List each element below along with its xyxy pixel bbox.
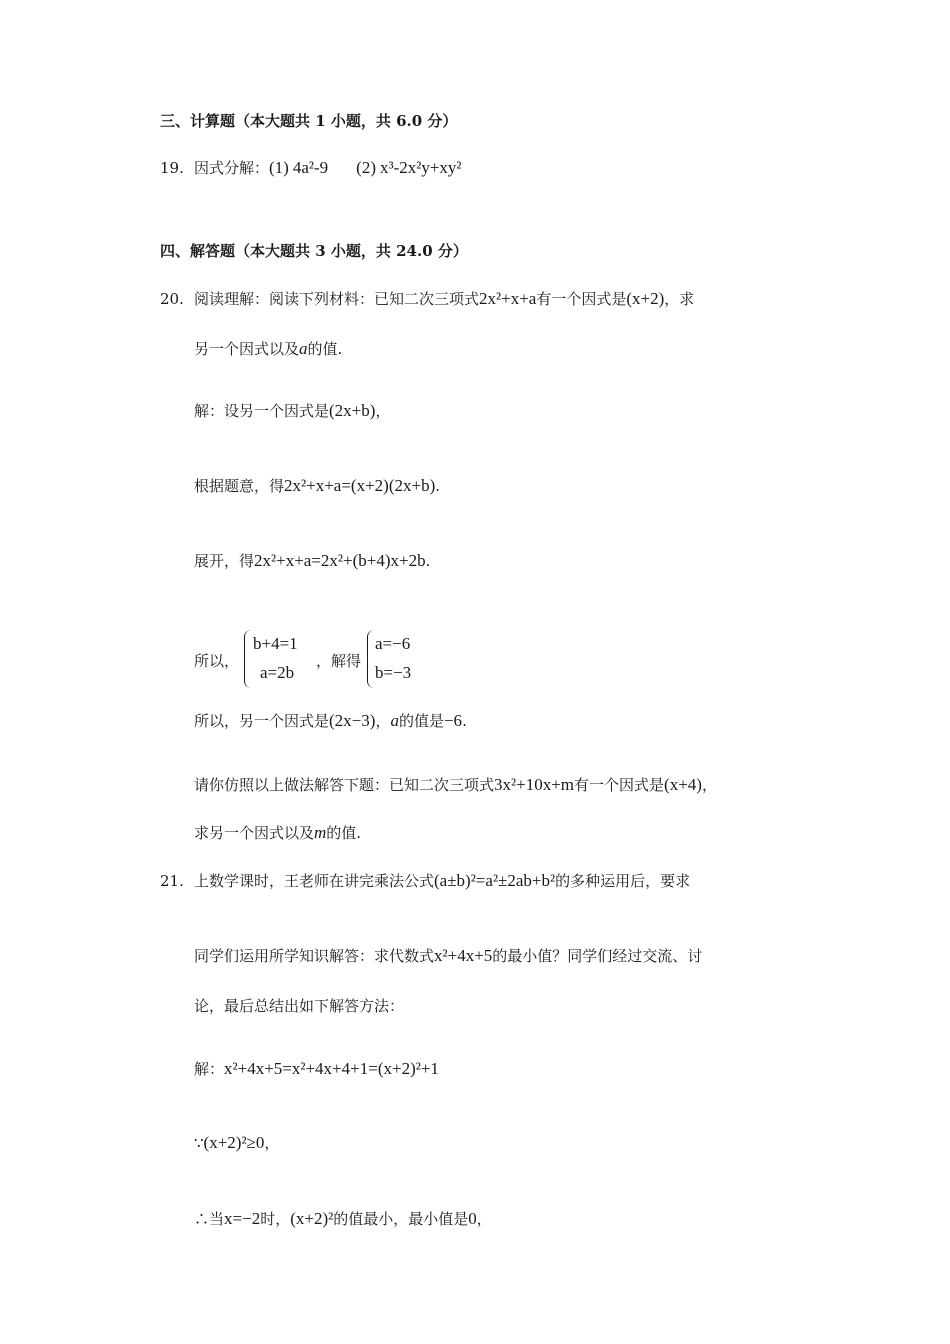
q20-step1-equation: 2x²+x+a=(x+2)(2x+b) — [284, 476, 436, 495]
q20-step1-suffix: . — [435, 477, 441, 495]
q21-sol-text: 解： — [194, 1060, 225, 1078]
q21-intro-line2 — [194, 945, 702, 966]
question-number: 21. — [160, 872, 184, 890]
q20-step-2 — [194, 550, 430, 571]
therefore-icon: ∴ — [194, 1210, 210, 1228]
q20-task-suffix: ， — [701, 776, 717, 794]
q20-task-mid: 有一个因式是 — [574, 776, 665, 794]
q20-conc-factor: (2x−3) — [329, 711, 376, 730]
q20-conc-var: a — [390, 711, 399, 730]
q20-step2-text: 展开，得 — [194, 552, 255, 570]
q20-line2-suffix: 的值. — [307, 340, 343, 358]
q21-line2-suffix: 的最小值？同学们经过交流、讨 — [492, 947, 703, 965]
left-brace-icon — [367, 630, 374, 688]
q21-intro-suffix: 的多种运用后，要求 — [555, 872, 691, 890]
q21-because-expression: (x+2)²≥0 — [203, 1133, 265, 1152]
q21-therefore-text3: 的值最小，最小值是 — [333, 1210, 469, 1228]
q20-task-line2 — [194, 822, 361, 843]
q19-part1-label: (1) — [269, 158, 289, 177]
q21-therefore-line — [194, 1208, 492, 1229]
q20-task-polynomial: 3x²+10x+m — [494, 775, 575, 794]
q21-intro-line1 — [160, 870, 690, 891]
q20-conclusion — [194, 710, 467, 731]
q20-intro-mid: 有一个因式是 — [536, 290, 627, 308]
q19-prompt: 因式分解： — [194, 159, 270, 177]
q20-task-var-m: m — [314, 823, 327, 842]
q21-therefore-suffix: ， — [476, 1210, 492, 1228]
q20-intro-line1 — [160, 288, 694, 309]
q20-task2-suffix: 的值. — [326, 824, 362, 842]
q20-line2-text: 另一个因式以及 — [194, 340, 300, 358]
q21-solution — [194, 1058, 439, 1079]
q20-system1-row1: b+4=1 — [253, 634, 298, 653]
q20-intro-line2 — [194, 338, 342, 359]
q20-system-prefix: 所以， — [194, 652, 240, 670]
left-brace-icon — [244, 630, 251, 688]
q20-conc-suffix: . — [462, 712, 467, 730]
q20-sol-text: 解：设另一个因式是 — [194, 402, 330, 420]
q20-conc-comma: ， — [375, 712, 391, 730]
question-number: 19. — [160, 159, 184, 177]
q20-sol-suffix: ， — [375, 402, 391, 420]
q20-task-factor: (x+4) — [664, 775, 702, 794]
q20-polynomial: 2x²+x+a — [479, 289, 537, 308]
q20-intro-suffix: ，求 — [664, 290, 695, 308]
q20-system2-row2: b=−3 — [375, 663, 412, 682]
q21-sol-equation: x²+4x+5=x²+4x+4+1=(x+2)²+1 — [224, 1059, 439, 1078]
q20-var-a: a — [299, 339, 308, 358]
q20-task-line1 — [194, 774, 717, 795]
q21-because-suffix: ， — [264, 1134, 280, 1152]
q19-part2-label: (2) — [356, 158, 376, 177]
q21-therefore-text1: 当 — [209, 1210, 225, 1228]
q20-step1-text: 根据题意，得 — [194, 477, 285, 495]
q20-system1-row2: a=2b — [260, 663, 295, 682]
q20-conc-mid: 的值是 — [398, 712, 444, 730]
q20-task2-text: 求另一个因式以及 — [194, 824, 315, 842]
q20-step2-equation: 2x²+x+a=2x²+(b+4)x+2b — [254, 551, 426, 570]
section-4-heading: 四、解答题（本大题共 3 小题，共 24.0 分） — [160, 242, 468, 260]
q21-line2-text: 同学们运用所学知识解答：求代数式 — [194, 947, 435, 965]
q21-therefore-value: 0 — [468, 1209, 477, 1228]
q20-intro-text: 阅读理解：阅读下列材料：已知二次三项式 — [194, 290, 480, 308]
q21-formula: (a±b)²=a²±2ab+b² — [434, 871, 556, 890]
q20-system-mid: ，解得 — [316, 652, 362, 670]
q19-part1-expression: 4a²-9 — [292, 158, 329, 177]
question-19 — [160, 157, 462, 178]
because-icon: ∵ — [194, 1134, 204, 1152]
q21-therefore-expression1: x=−2 — [224, 1209, 261, 1228]
q21-expression: x²+4x+5 — [434, 946, 493, 965]
q21-intro-line3: 论，最后总结出如下解答方法： — [194, 997, 405, 1015]
q19-part2-expression: x³-2x²y+xy² — [379, 158, 462, 177]
q20-sol-factor: (2x+b) — [329, 401, 376, 420]
q21-intro-text: 上数学课时，王老师在讲完乘法公式 — [194, 872, 435, 890]
q20-known-factor: (x+2) — [626, 289, 665, 308]
q20-step2-suffix: . — [425, 552, 431, 570]
q20-system2-row1: a=−6 — [375, 634, 411, 653]
q20-conc-value: −6 — [443, 711, 463, 730]
q21-therefore-expression2: (x+2)² — [290, 1209, 334, 1228]
q21-because-line — [194, 1132, 279, 1153]
q20-solution-setup — [194, 400, 390, 421]
q20-conc-text: 所以，另一个因式是 — [194, 712, 330, 730]
section-3-heading: 三、计算题（本大题共 1 小题，共 6.0 分） — [160, 112, 458, 130]
q21-therefore-text2: 时， — [260, 1210, 291, 1228]
q20-task-text: 请你仿照以上做法解答下题：已知二次三项式 — [194, 776, 495, 794]
question-number: 20. — [160, 290, 184, 308]
q20-step-1 — [194, 475, 440, 496]
